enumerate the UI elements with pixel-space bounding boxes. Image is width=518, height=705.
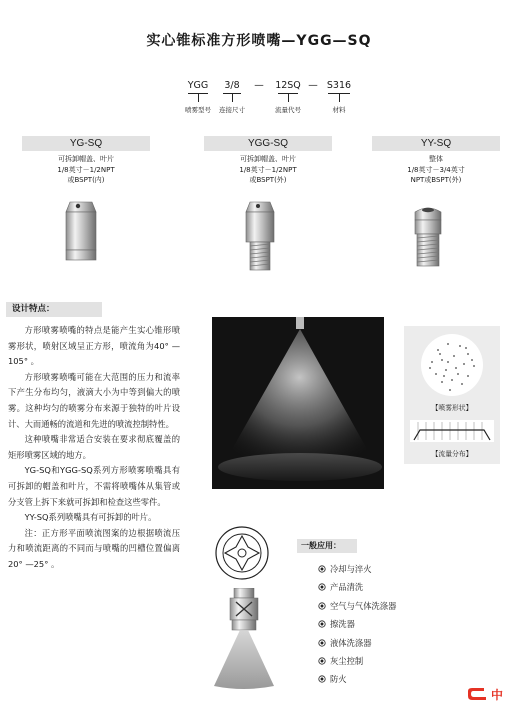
design-features-text <box>8 323 180 573</box>
application-label: 空气与气体洗涤器 <box>330 600 397 611</box>
application-label: 液体洗涤器 <box>330 637 372 648</box>
design-paragraph: 方形喷雾喷嘴可能在大范围的压力和流率下产生分布均匀，液滴大小为中等到偏大的喷雾。这种均匀的喷雾分布来源于独特的叶片设计、大而通畅的流道和先进的喷流控制特性。 <box>8 371 180 429</box>
application-label: 擦洗器 <box>330 619 355 630</box>
code-part-material: S316 <box>326 80 352 91</box>
nozzle-ygg-sq-image <box>240 200 280 272</box>
list-item <box>317 578 396 596</box>
application-label: 防火 <box>330 674 347 685</box>
applications-list <box>317 560 396 689</box>
list-item <box>317 560 396 578</box>
list-item <box>317 615 396 633</box>
application-label: 灰尘控制 <box>330 656 364 667</box>
spray-pattern-image <box>418 332 486 398</box>
spray-pattern-caption: 【喷雾形状】 <box>431 404 473 412</box>
brand-text: 中 <box>491 688 504 702</box>
design-paragraph: 注：正方形平面喷流图案的边根据喷流压力和喷流距离的不同而与喷嘴的凹槽位置偏离20° —25° 。 <box>8 527 180 569</box>
page-title: 实心锥标准方形喷嘴—YGG—SQ <box>146 33 372 49</box>
design-paragraph: YY-SQ系列喷嘴具有可拆卸的叶片。 <box>24 512 157 523</box>
model-code-diagram <box>180 80 350 120</box>
model-desc-line: 或BSPT(外) <box>249 176 287 184</box>
model-name: YG-SQ <box>22 136 150 151</box>
bullet-icon <box>317 602 327 610</box>
nozzle-yg-sq-image <box>58 200 104 264</box>
model-name: YY-SQ <box>372 136 500 151</box>
code-part-flow: 12SQ <box>275 80 301 91</box>
brand-logo <box>466 686 512 702</box>
model-ygg-sq <box>204 136 332 186</box>
list-item <box>317 670 396 688</box>
code-dash-1: — <box>254 80 264 91</box>
brand-mark-icon <box>466 687 488 701</box>
code-label-size: 连接尺寸 <box>219 106 245 114</box>
model-desc-line: 1/8英寸－1/2NPT <box>239 165 297 174</box>
applications-heading: 一般应用： <box>297 539 357 553</box>
model-yg-sq <box>22 136 150 186</box>
code-part-size: 3/8 <box>224 80 240 91</box>
list-item <box>317 634 396 652</box>
application-label: 产品清洗 <box>330 582 364 593</box>
bullet-icon <box>317 675 327 683</box>
spray-photo <box>212 317 384 489</box>
model-desc-line: 整体 <box>429 155 443 163</box>
code-label-type: 喷雾型号 <box>185 106 211 114</box>
model-desc-line: 可拆卸帽盖、叶片 <box>240 155 296 163</box>
model-yy-sq <box>372 136 500 186</box>
design-paragraph: 这种喷嘴非常适合安装在要求彻底覆盖的矩形喷雾区域的地方。 <box>8 434 180 460</box>
list-item <box>317 652 396 670</box>
model-desc-line: NPT或BSPT(外) <box>410 176 462 184</box>
model-desc-line: 1/8英寸－3/4英寸 <box>407 165 465 174</box>
model-name: YGG-SQ <box>204 136 332 151</box>
nozzle-cutaway-image <box>210 588 276 690</box>
bullet-icon <box>317 657 327 665</box>
flow-distribution-caption: 【流量分布】 <box>431 450 473 458</box>
vane-diagram-image <box>214 525 270 581</box>
code-label-flow: 流量代号 <box>275 106 301 114</box>
spray-info-panel <box>404 326 500 464</box>
design-paragraph: YG-SQ和YGG-SQ系列方形喷雾喷嘴具有可拆卸的帽盖和叶片，不需将喷嘴体从集管或分支管上拆下来就可拆卸和检查这些零件。 <box>8 465 180 507</box>
model-desc-line: 1/8英寸－1/2NPT <box>57 165 115 174</box>
bullet-icon <box>317 639 327 647</box>
design-features-heading: 设计特点： <box>6 302 102 317</box>
code-part-series: YGG <box>187 80 209 91</box>
bullet-icon <box>317 583 327 591</box>
list-item <box>317 597 396 615</box>
nozzle-yy-sq-image <box>410 204 446 268</box>
code-dash-2: — <box>308 80 318 91</box>
design-paragraph: 方形喷雾喷嘴的特点是能产生实心锥形喷雾形状，喷射区域呈正方形，喷流角为40° —105° 。 <box>8 325 180 367</box>
application-label: 冷却与淬火 <box>330 564 372 574</box>
bullet-icon <box>317 620 327 628</box>
model-desc-line: 可拆卸帽盖、叶片 <box>58 155 114 163</box>
model-desc-line: 或BSPT(内) <box>67 176 105 184</box>
bullet-icon <box>317 565 327 573</box>
code-label-material: 材料 <box>332 106 346 114</box>
flow-distribution-image <box>410 420 494 442</box>
